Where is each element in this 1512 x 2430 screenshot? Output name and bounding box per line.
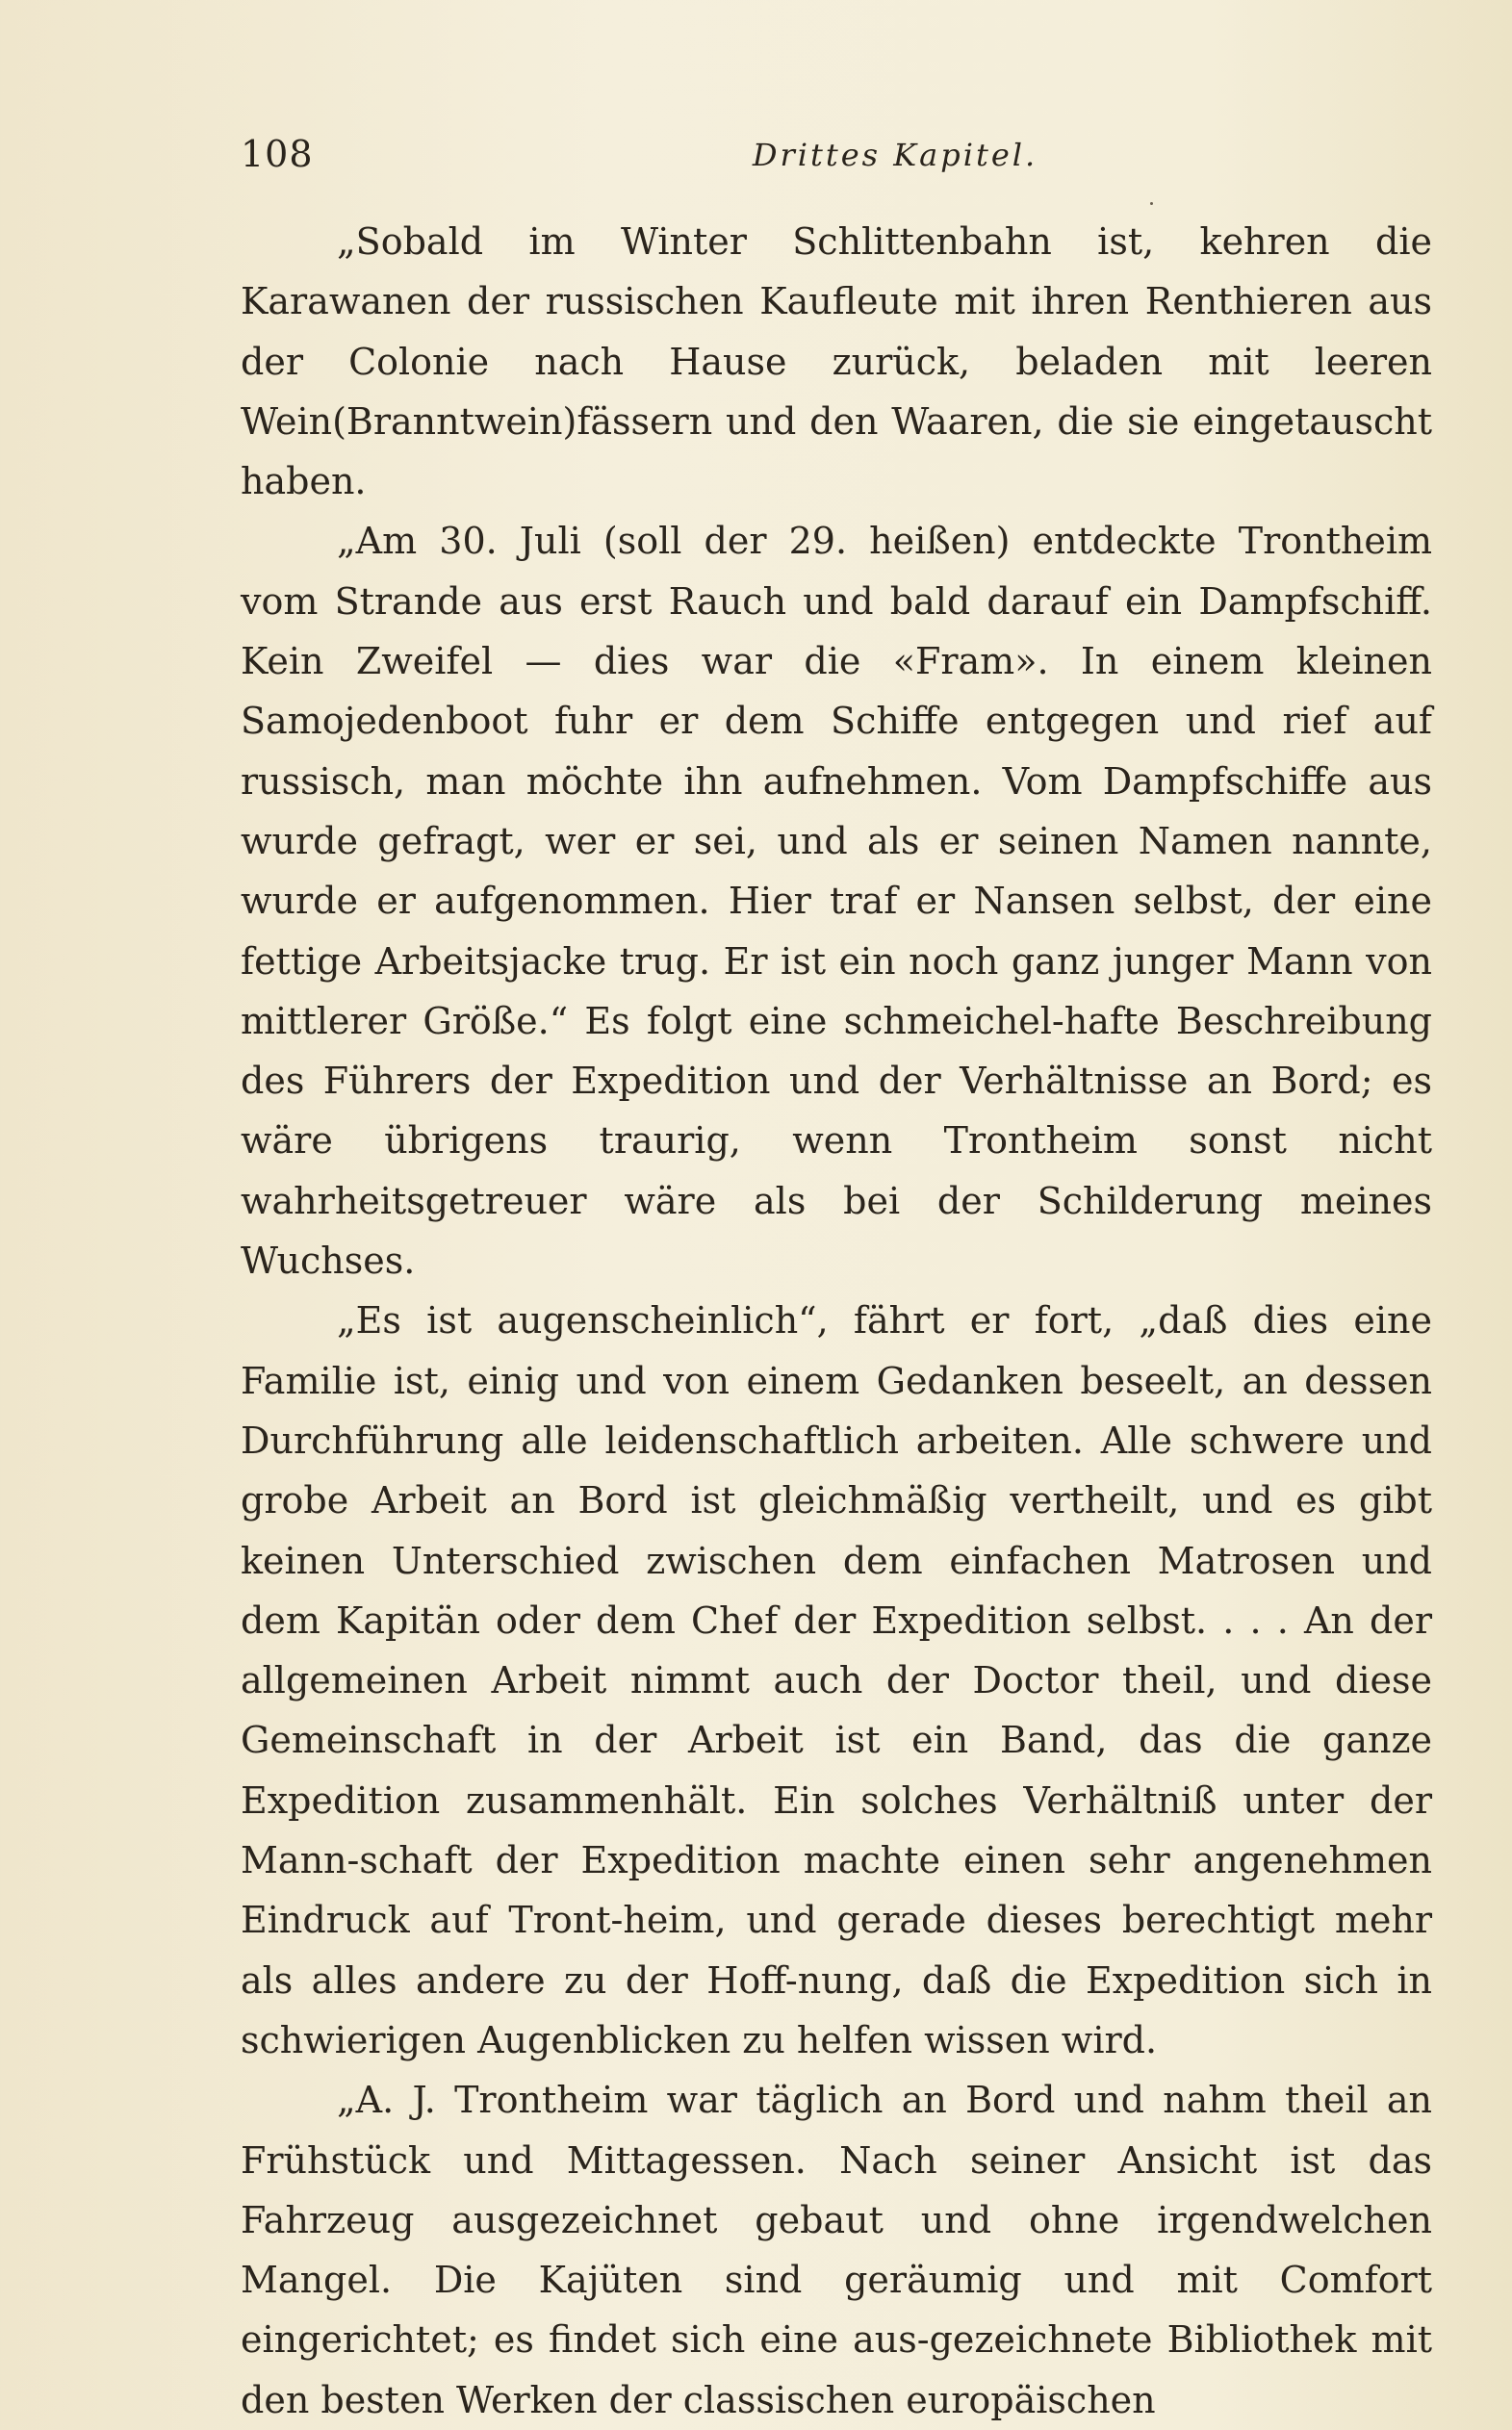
speck-mark bbox=[1150, 202, 1153, 205]
paragraph: „Am 30. Juli (soll der 29. heißen) entdeckte Trontheim vom Strande aus erst Rauch und bald darauf ein Dampfschiff. Kein Zweifel — dies war die «Fram». In einem kleinen Samojedenboot fuhr er dem Schiffe entgegen und rief auf russisch, man möchte ihn aufnehmen. Vom Dampfschiffe aus wurde gefragt, wer er sei, und als er seinen Namen nannte, wurde er aufgenommen. Hier traf er Nansen selbst, der eine fettige Arbeitsjacke trug. Er ist ein noch ganz junger Mann von mittlerer Größe.“ Es folgt eine schmeichel-hafte Beschreibung des Führers der Expedition und der Verhältnisse an Bord; es wäre übrigens traurig, wenn Trontheim sonst nicht wahrheitsgetreuer wäre als bei der Schilderung meines Wuchses. bbox=[241, 520, 1432, 1283]
paragraph: „Sobald im Winter Schlittenbahn ist, kehren die Karawanen der russischen Kaufleute mit ihren Renthieren aus der Colonie nach Hause zurück, beladen mit leeren Wein(Branntwein)fässern und den Waaren, die sie eingetauscht haben. bbox=[241, 220, 1432, 503]
paragraph: „A. J. Trontheim war täglich an Bord und nahm theil an Frühstück und Mittagessen. Nach seiner Ansicht ist das Fahrzeug ausgezeichnet gebaut und ohne irgendwelchen Mangel. Die Kajüten sind geräumig und mit Comfort eingerichtet; es findet sich eine aus-gezeichnete Bibliothek mit den besten Werken der classischen europäischen bbox=[241, 2079, 1432, 2421]
body-text bbox=[241, 212, 1432, 2430]
page-header bbox=[241, 133, 1434, 181]
paragraph: „Es ist augenscheinlich“, fährt er fort, „daß dies eine Familie ist, einig und von einem Gedanken beseelt, an dessen Durchführung alle leidenschaftlich arbeiten. Alle schwere und grobe Arbeit an Bord ist gleichmäßig vertheilt, und es gibt keinen Unterschied zwischen dem einfachen Matrosen und dem Kapitän oder dem Chef der Expedition selbst. . . . An der allgemeinen Arbeit nimmt auch der Doctor theil, und diese Gemeinschaft in der Arbeit ist ein Band, das die ganze Expedition zusammenhält. Ein solches Verhältniß unter der Mann-schaft der Expedition machte einen sehr angenehmen Eindruck auf Tront-heim, und gerade dieses berechtigt mehr als alles andere zu der Hoff-nung, daß die Expedition sich in schwierigen Augenblicken zu helfen wissen wird. bbox=[241, 1299, 1432, 2061]
running-head: Drittes Kapitel. bbox=[752, 137, 1038, 173]
page-number: 108 bbox=[241, 133, 314, 175]
